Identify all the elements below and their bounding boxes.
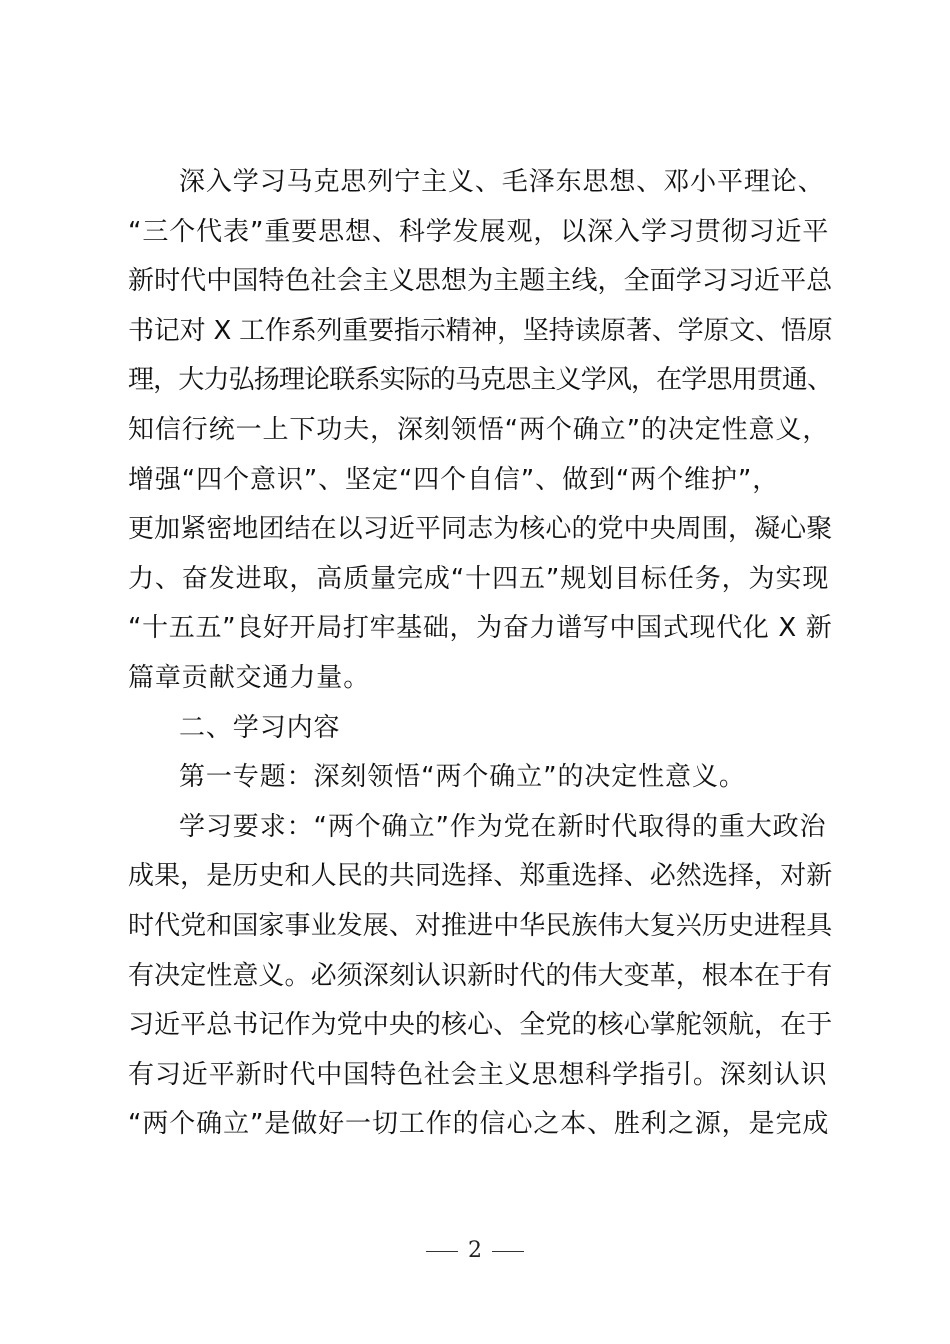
text-line: 力、奋发进取，高质量完成“十四五”规划目标任务，为实现 (128, 563, 830, 594)
text-line: 学习要求：“两个确立”作为党在新时代取得的重大政治 (179, 811, 827, 842)
text-line: “两个确立”是做好一切工作的信心之本、胜利之源，是完成 (128, 1109, 830, 1140)
text-line: 有决定性意义。必须深刻认识新时代的伟大变革，根本在于有 (128, 960, 833, 991)
text-line: 理，大力弘扬理论联系实际的马克思主义学风，在学思用贯通、 (128, 365, 833, 396)
page-number: 2 (468, 1238, 482, 1263)
text-line: 成果，是历史和人民的共同选择、郑重选择、必然选择，对新 (128, 861, 833, 892)
text-line: 时代党和国家事业发展、对推进中华民族伟大复兴历史进程具 (128, 910, 833, 941)
text-line: 书记对 X 工作系列重要指示精神，坚持读原著、学原文、悟原 (128, 315, 833, 346)
body-text (128, 158, 832, 1150)
text-line: “三个代表”重要思想、科学发展观，以深入学习贯彻习近平 (128, 216, 830, 247)
text-line: 习近平总书记作为党中央的核心、全党的核心掌舵领航，在于 (128, 1010, 833, 1041)
text-line: 有习近平新时代中国特色社会主义思想科学指引。深刻认识 (128, 1059, 828, 1090)
text-line: “十五五”良好开局打牢基础，为奋力谱写中国式现代化 X 新 (128, 613, 833, 644)
footer-dash-left (426, 1251, 458, 1252)
text-line: 篇章贡献交通力量。 (128, 662, 371, 693)
text-line: 知信行统一上下功夫，深刻领悟“两个确立”的决定性意义， (128, 414, 830, 445)
text-line: 新时代中国特色社会主义思想为主题主线，全面学习习近平总 (128, 266, 833, 297)
page-footer (0, 1238, 950, 1263)
text-line: 深入学习马克思列宁主义、毛泽东思想、邓小平理论、 (179, 167, 825, 197)
text-line: 二、学习内容 (179, 712, 341, 743)
footer-dash-right (492, 1251, 524, 1252)
text-line: 第一专题：深刻领悟“两个确立”的决定性意义。 (179, 762, 746, 793)
text-line: 更加紧密地团结在以习近平同志为核心的党中央周围，凝心聚 (128, 514, 833, 545)
text-line: 增强“四个意识”、坚定“四个自信”、做到“两个维护”， (128, 464, 780, 495)
